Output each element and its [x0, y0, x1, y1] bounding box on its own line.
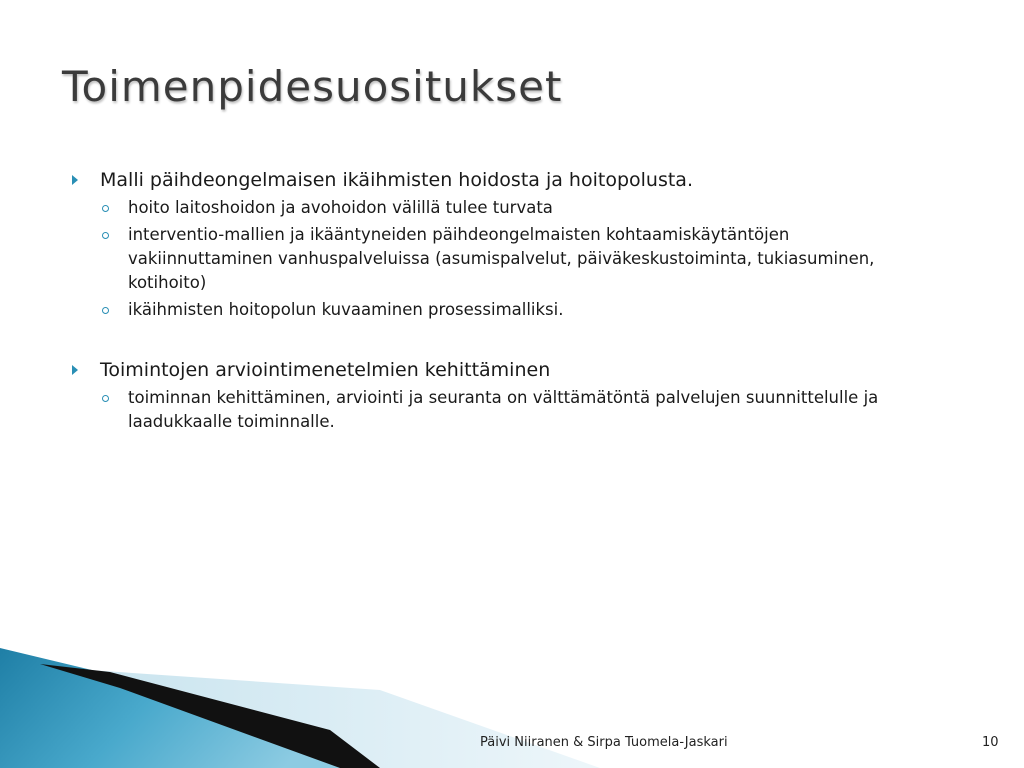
footer-authors: Päivi Niiranen & Sirpa Tuomela-Jaskari [480, 735, 728, 750]
sub-bullet-list [72, 196, 932, 322]
bullet-level1 [72, 166, 932, 194]
sub-bullet-text: interventio-mallien ja ikääntyneiden päihdeongelmaisten kohtaamiskäytäntöjen vakiinnuttaminen vanhuspalveluissa (asumispalvelut, päiväkeskustoiminta, tukiasuminen, kotihoito) [128, 225, 875, 292]
sub-bullet [72, 386, 932, 434]
ring-bullet-icon [102, 205, 109, 212]
ring-bullet-icon [102, 307, 109, 314]
sub-bullet [72, 196, 932, 220]
bullet-group-1 [72, 166, 932, 322]
bullet-level1 [72, 356, 932, 384]
slide-title: Toimenpidesuositukset [62, 62, 563, 111]
sub-bullet-text: ikäihmisten hoitopolun kuvaaminen prosessimalliksi. [128, 300, 564, 319]
bullet-group-2 [72, 356, 932, 434]
sub-bullet-text: hoito laitoshoidon ja avohoidon välillä tulee turvata [128, 198, 553, 217]
slide-content [72, 166, 932, 468]
triangle-bullet-icon [72, 175, 78, 185]
sub-bullet-list [72, 386, 932, 434]
sub-bullet-text: toiminnan kehittäminen, arviointi ja seuranta on välttämätöntä palvelujen suunnittelulle ja laadukkaalle toiminnalle. [128, 388, 879, 431]
ring-bullet-icon [102, 232, 109, 239]
page-number: 10 [982, 735, 999, 750]
bullet-level1-text: Malli päihdeongelmaisen ikäihmisten hoidosta ja hoitopolusta. [100, 169, 693, 191]
sub-bullet [72, 223, 932, 295]
bullet-level1-text: Toimintojen arviointimenetelmien kehittäminen [100, 359, 551, 381]
triangle-bullet-icon [72, 365, 78, 375]
ring-bullet-icon [102, 395, 109, 402]
sub-bullet [72, 298, 932, 322]
